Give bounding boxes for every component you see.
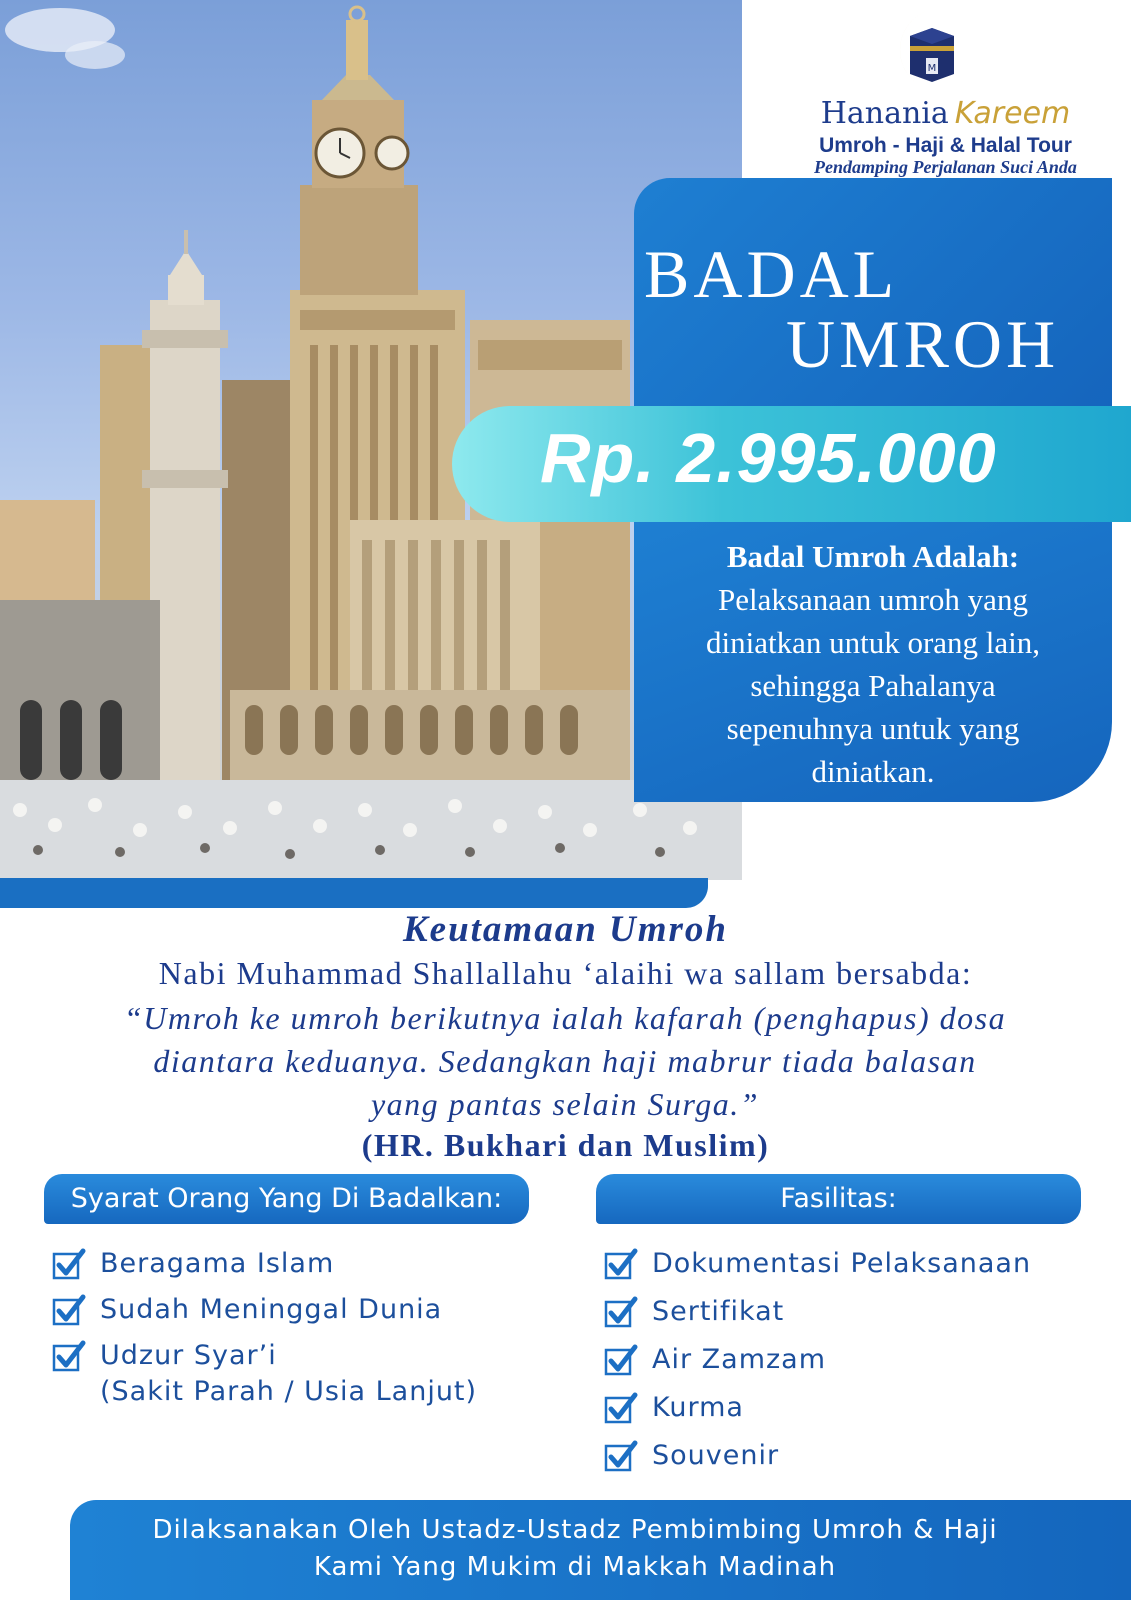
check-icon [604,1248,638,1282]
syarat-item-main: Udzur Syar’i [100,1340,277,1371]
brand-name-accent: Kareem [954,96,1071,131]
brand-logo [760,0,1131,178]
description-line: diniatkan. [811,754,935,789]
fasilitas-header: Fasilitas: [596,1174,1081,1224]
syarat-item-text: Sudah Meninggal Dunia [100,1294,443,1325]
description-line: Pelaksanaan umroh yang [718,582,1028,617]
syarat-item-detail: (Sakit Parah / Usia Lanjut) [100,1376,478,1407]
description-line: sehingga Pahalanya [750,668,996,703]
syarat-item-text [100,1338,477,1410]
check-icon [604,1440,638,1474]
logo-letter: M [927,63,937,74]
check-icon [52,1248,86,1282]
brand-tagline: Pendamping Perjalanan Suci Anda [814,157,1077,177]
hadith-source: (HR. Bukhari dan Muslim) [361,1127,770,1163]
description-heading: Badal Umroh Adalah: [726,539,1020,574]
photo-accent-strip [0,878,708,908]
footer-line-1: Dilaksanakan Oleh Ustadz-Ustadz Pembimbing Umroh & Haji [152,1515,998,1545]
hadith-quote [60,997,1070,1126]
fasilitas-item-text: Souvenir [652,1440,780,1471]
brand-name-main: Hanania [820,96,949,131]
syarat-header: Syarat Orang Yang Di Badalkan: [44,1174,529,1224]
check-icon [604,1344,638,1378]
fasilitas-item-text: Dokumentasi Pelaksanaan [652,1248,1032,1279]
description-line: sepenuhnya untuk yang [726,711,1020,746]
fasilitas-item-text: Sertifikat [652,1296,785,1327]
brand-subtitle: Umroh - Haji & Halal Tour [819,134,1072,157]
keutamaan-title: Keutamaan Umroh [402,909,729,950]
footer-text [70,1512,1080,1586]
check-icon [52,1294,86,1328]
check-icon [604,1296,638,1330]
description-line: diniatkan untuk orang lain, [705,625,1041,660]
title-line-2: UMROH [786,306,1060,382]
footer-line-2: Kami Yang Mukim di Makkah Madinah [313,1552,837,1582]
syarat-item-text: Beragama Islam [100,1248,335,1279]
quote-line: yang pantas selain Surga.” [370,1086,760,1122]
brand-name [760,96,1131,131]
quote-line: “Umroh ke umroh berikutnya ialah kafarah (penghapus) dosa [123,1000,1007,1036]
check-icon [52,1340,86,1374]
quote-line: diantara keduanya. Sedangkan haji mabrur tiada balasan [153,1043,977,1079]
title-line-1: BADAL [644,236,899,312]
price-text: Rp. 2.995.000 [540,419,997,497]
fasilitas-item-text: Air Zamzam [652,1344,827,1375]
description-text [634,535,1112,793]
keutamaan-intro: Nabi Muhammad Shallallahu ‘alaihi wa sallam bersabda: [158,955,973,991]
kaaba-crescent-logo-icon [880,2,980,98]
fasilitas-item-text: Kurma [652,1392,744,1423]
check-icon [604,1392,638,1426]
